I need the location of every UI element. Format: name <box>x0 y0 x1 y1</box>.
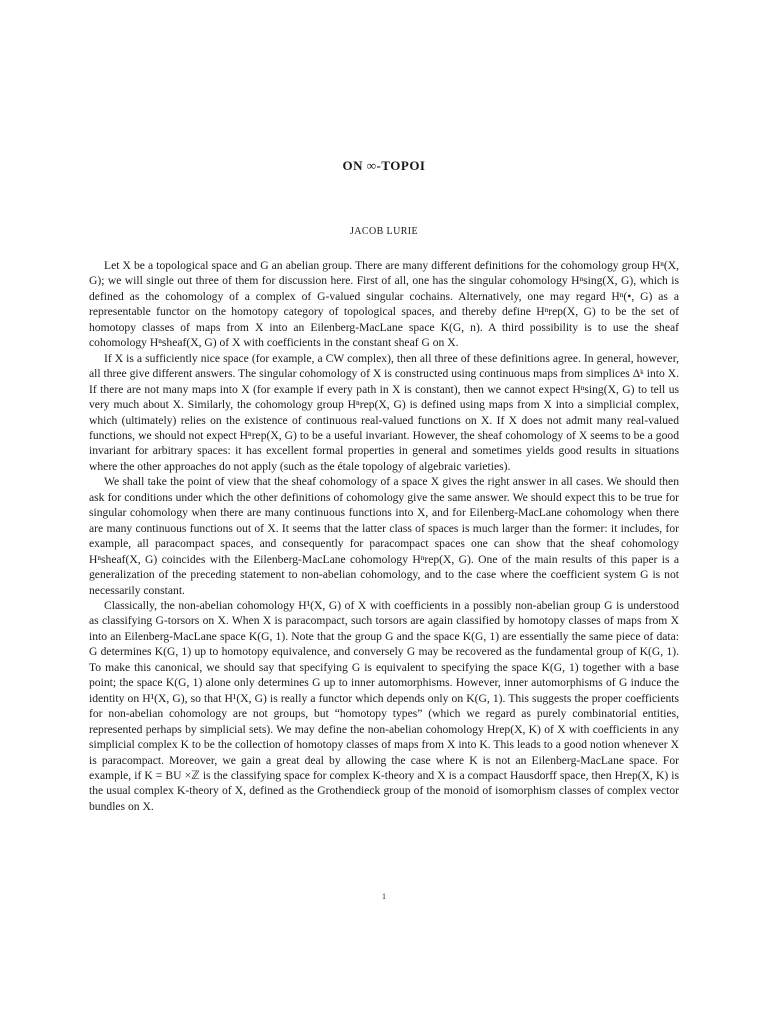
paper-body <box>89 258 679 814</box>
paragraph-2: If X is a sufficiently nice space (for example, a CW complex), then all three of these definitions agree. In general, however, all three give different answers. The singular cohomology of X is constructed using continuous maps from simplices Δᵏ into X. If there are not many maps into X (for example if every path in X is constant), then we cannot expect Hⁿsing(X, G) to tell us very much about X. Similarly, the cohomology group Hⁿrep(X, G) is defined using maps from X into a simplicial complex, which (ultimately) relies on the existence of continuous real-valued functions on X. If X does not admit many real-valued functions, we should not expect Hⁿrep(X, G) to be a useful invariant. However, the sheaf cohomology of X seems to be a good invariant for arbitrary spaces: it has excellent formal properties in general and sometimes yields good results in situations where the other approaches do not apply (such as the étale topology of algebraic varieties). <box>89 351 679 473</box>
paper-author: JACOB LURIE <box>349 226 418 237</box>
paragraph-3: We shall take the point of view that the sheaf cohomology of a space X gives the right answer in all cases. We should then ask for conditions under which the other definitions of cohomology give the same answer. We should expect this to be true for singular cohomology when there are many continuous functions into X, and for Eilenberg-MacLane cohomology when there are many continuous functions out of X. It seems that the latter class of spaces is much larger than the former: it includes, for example, all paracompact spaces, and consequently for paracompact spaces one can show that the sheaf cohomology Hⁿsheaf(X, G) coincides with the Eilenberg-MacLane cohomology Hⁿrep(X, G). One of the main results of this paper is a generalization of the preceding statement to non-abelian cohomology, and to the case where the coefficient system G is not necessarily constant. <box>89 475 679 597</box>
paragraph-1: Let X be a topological space and G an abelian group. There are many different definitions for the cohomology group Hⁿ(X, G); we will single out three of them for discussion here. First of all, one has the singular cohomology Hⁿsing(X, G), which is defined as the cohomology of a complex of G-valued singular cochains. Alternatively, one may regard Hⁿ(•, G) as a representable functor on the homotopy category of topological spaces, and thereby define Hⁿrep(X, G) to be the set of homotopy classes of maps from X into an Eilenberg-MacLane space K(G, n). A third possibility is to use the sheaf cohomology Hⁿsheaf(X, G) of X with coefficients in the constant sheaf G on X. <box>89 259 679 350</box>
page-number: 1 <box>382 892 386 901</box>
paragraph-4: Classically, the non-abelian cohomology H¹(X, G) of X with coefficients in a possibly non-abelian group G is understood as classifying G-torsors on X. When X is paracompact, such torsors are again classified by homotopy classes of maps from X into an Eilenberg-MacLane space K(G, 1). Note that the group G and the space K(G, 1) are essentially the same piece of data: G determines K(G, 1) up to homotopy equivalence, and conversely G may be recovered as the fundamental group of K(G, 1). To make this canonical, we should say that specifying G is equivalent to specifying the space K(G, 1) together with a base point; the space K(G, 1) alone only determines G up to inner automorphisms. However, inner automorphisms of G induce the identity on H¹(X, G), so that H¹(X, G) is really a functor which depends only on K(G, 1). This suggests the proper coefficients for non-abelian cohomology are not groups, but “homotopy types” (which we regard as purely combinatorial entities, represented perhaps by simplicial sets). We may define the non-abelian cohomology Hrep(X, K) of X with coefficients in any simplicial complex K to be the collection of homotopy classes of maps from X into K. This leads to a good notion whenever X is paracompact. Moreover, we gain a great deal by allowing the case where K is not an Eilenberg-MacLane space. For example, if K = BU ×ℤ is the classifying space for complex K-theory and X is a compact Hausdorff space, then Hrep(X, K) is the usual complex K-theory of X, defined as the Grothendieck group of the monoid of isomorphism classes of complex vector bundles on X. <box>89 598 679 813</box>
paper-title: ON ∞-TOPOI <box>342 158 426 173</box>
